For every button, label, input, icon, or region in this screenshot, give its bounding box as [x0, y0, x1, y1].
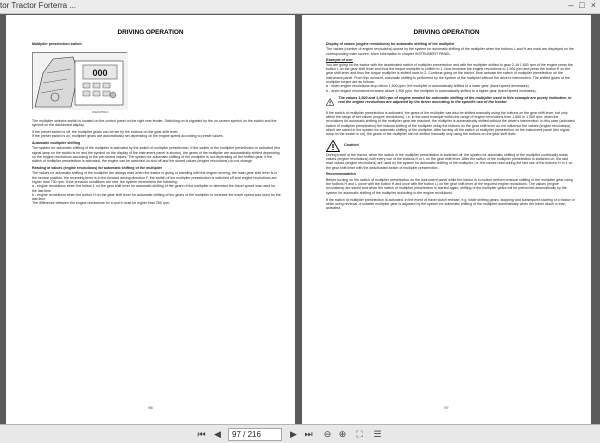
page-97	[302, 15, 591, 424]
document-viewer[interactable]	[0, 14, 600, 424]
first-page-icon[interactable]: ⏮	[197, 429, 206, 439]
minimize-button[interactable]: –	[568, 0, 574, 10]
list-item: b - when engine revolutions increase above 1,900 ppm, the multiplier is automatically shifted to a higher gear (travel speed increases).	[326, 88, 537, 93]
paragraph: If the preset switch is off, the multiplier gears can be set by the buttons on the gear shift lever.	[32, 129, 179, 134]
page-heading: DRIVING OPERATION	[413, 29, 480, 36]
subsection-title: Reading of values (engine revolutions) for automatic shifting of the multiplier	[32, 166, 163, 171]
maximize-button[interactable]: □	[579, 0, 585, 10]
paragraph: You are going on the tractor with the deactivated switch of multiplier preselection and with the multiplier shifted to gear 2. At 1,600 rpm of the engine press the button L on the gear shift lever and thus the torque multiplier is shifted to 1. Now increase the engine revolutions to 1,900 rpm and press the button H on the gear shift lever and thus the torque multiplier is shifted back to 2. Continue going on the tractor. Now activate the switch of multiplier preselection on the instrument panel. From this moment, automatic shifting is performed by the system of the multiplier without the driver's intervention. The shifted gears of the multiplier torque are as follows:	[326, 62, 573, 84]
control-panel-illustration	[33, 53, 128, 110]
list-item: a - engine revolutions when the button L on the gear shift lever for automatic shifting of the gears of the multiplier to decrease the travel speed was used for the last time	[32, 184, 276, 193]
menu-icon[interactable]: ☰	[373, 429, 382, 439]
subsection-title: Automatic multiplier shifting	[32, 140, 81, 145]
page-number: 97	[444, 405, 449, 410]
caution-label: Caution!	[344, 143, 359, 148]
viewer-toolbar	[0, 424, 600, 443]
list-item: a - when engine revolutions drop below 1,600 ppm, the multiplier is automatically shifted to a lower gear (travel speed decreases)	[326, 84, 529, 89]
paragraph: If the preset switch is on, multiplier gears are automatically set depending on the engine speed according to preset values.	[32, 134, 224, 139]
warning-triangle-icon	[326, 96, 334, 108]
warning-text: The values 1,600 and 1,900 rpm of engine needed for automatic shifting of the multiplier used in this example are purely indicative, in real the engine revolutions are adjusted by the driver according to the specific use of the tractor.	[338, 95, 572, 105]
paragraph: The values (number of engine revolutions) stored by the system for automatic shifting of the multiplier when the buttons L and H are used are displayed on the corresponding main screen. More information in chapter INSTRUMENT PANEL.	[326, 47, 574, 56]
page-number-field[interactable]: 97 / 216	[228, 428, 282, 441]
paragraph: The system for automatic shifting of the multiplier is activated by the switch of multiplier preselection. If the switch of the multiplier preselection is activated (the signal lamp on the switch is on and the symbol on the display of the instrument panel is shown), the gears of the multiplier are automatically shifted depending on the engine revolutions according to the pre-stored values. The system for automatic shifting of the multiplier is not depending on the shifted gear. If the switch of multiplier preselection is activated, the engine can be switched on and off and the stored values (engine revolutions) do not change.	[32, 146, 281, 164]
last-page-icon[interactable]: ⏭	[304, 429, 313, 439]
next-page-icon[interactable]: ▶	[290, 429, 297, 439]
subsection-title: Recommendation	[326, 172, 356, 177]
caution-triangle-icon	[326, 140, 340, 152]
display-readout: 000	[92, 68, 108, 79]
subsection-title: Display of values (engine revolutions) for automatic shifting of the multiplier	[326, 42, 455, 46]
page-number: 96	[148, 405, 153, 410]
caution-note	[326, 140, 575, 152]
window-titlebar	[0, 0, 600, 14]
section-title: Multiplier preselection switch	[32, 42, 82, 46]
figure-caption: PAE0185622	[92, 110, 109, 115]
prev-page-icon[interactable]: ◀	[214, 429, 221, 439]
zoom-in-icon[interactable]: ⊕	[338, 429, 347, 439]
paragraph: If the switch of multiplier preselection is activated, in the event of travel clutch release, e.g. while shifting gears, stopping and subsequent starting of a tractor or while using reversal, a suitable multiplier gear is adjusted by the system for automatic shifting of the multiplier automatically when the travel clutch is then activated.	[326, 197, 575, 211]
paragraph: The values for automatic shifting of the multiplier are always read when the tractor is going or standing with the engine running, the main gear shift lever is in the neutral position, the reversing lever is in the forward driving direction F, the switch of the multiplier preselection is switched off and engine revolutions are higher than 700 rpm. If the previous conditions are met, the system remembers the following:	[32, 171, 278, 184]
zoom-out-icon[interactable]: ⊖	[323, 429, 332, 439]
page-heading: DRIVING OPERATION	[117, 29, 184, 36]
close-button[interactable]: ×	[590, 0, 596, 10]
paragraph: During travel of the tractor, when the switch of the multiplier preselection is switched off, the system for automatic shifting of the multiplier continually reads values (engine revolutions) with every use of the buttons H or L on the gear shift lever. After the switch of the multiplier preselection is switched on, the last read values (engine revolutions) are used by the system for automatic shifting of the multiplier, i.e. the values read during the last use of the buttons H or L on the gear shift lever with the deactivated switch of multiplier preselection.	[326, 152, 573, 170]
window-title: tor Tractor Forterra ...	[0, 1, 77, 10]
paragraph: The difference between the engine revolutions for a and b must be higher than 250 rpm.	[32, 201, 170, 206]
multiplier-switch-figure	[32, 52, 127, 109]
fit-page-icon[interactable]: ⛶	[356, 429, 363, 439]
paragraph: The multiplier selector switch is located on the control panel on the right rear fender. Switching on is signaled by the on-screen symbol on the switch and the symbol on the dashboard display.	[32, 118, 277, 127]
paragraph: Before turning on the switch of multiplier preselection on the instrument panel while the tractor is in motion perform manual shifting of the multiplier gear using the buttons H and L (once with the button H and once with the button L) on the gear shift lever at the required engine revolutions. The values (engine revolutions) are saved and when the switch of multiplier preselection is started again, shifting of the multiplier gears will be performed automatically by the system for automatic shifting of the multiplier according to the engine revolutions.	[326, 177, 573, 195]
warning-note	[326, 96, 575, 108]
page-96	[6, 15, 295, 424]
paragraph: If the switch of multiplier preselection is activated, the gears of the multiplier can also be shifted manually using the buttons on the gear shift lever, but only within the range of set values (engine revolutions), i.e. in the used example within the range of engine revolutions from 1,600 to 1,900 rpm; when the revolutions for automatic shifting of the multiplier gear are reached, the multiplier is automatically shifted without the driver's intervention. In this case (activated switch of multiplier preselection) the manual shifting of the multiplier using the buttons on the gear shift lever do not influence the values (engine revolutions) which are saved in the system for automatic shifting of the multiplier. After turning off the switch of multiplier preselection on the instrument panel (the signal lamp on the switch is on), the gears of the multiplier can be shifted manually only using the buttons on the gear shift lever.	[326, 110, 575, 137]
list-item: b - engine revolutions when the button H on the gear shift lever for automatic shifting of the gears of the multiplier to increase the travel speed was used for the last time	[32, 192, 281, 202]
example-title: Example of use:	[326, 58, 354, 63]
